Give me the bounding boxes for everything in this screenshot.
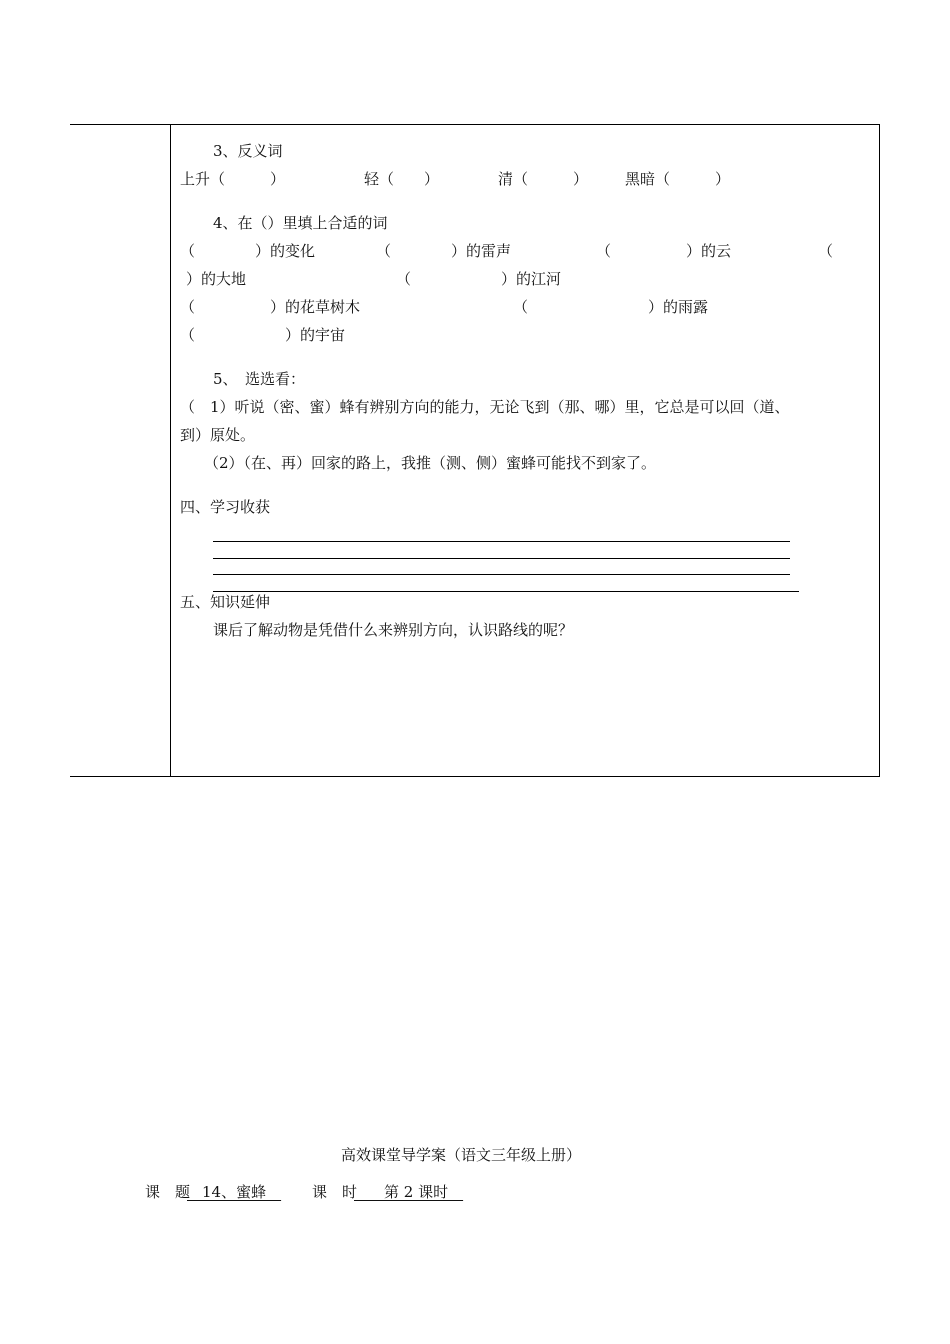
- topic-label: 课 题: [145, 1183, 191, 1201]
- gains-heading: 四、学习收获: [180, 498, 271, 516]
- choice-question-1-cont: 到）原处。: [180, 426, 256, 444]
- period-label: 课 时: [312, 1183, 358, 1201]
- period-value: 第 2 课时: [354, 1183, 464, 1201]
- fill-blank-item: （ ）的宇宙: [180, 326, 346, 344]
- fill-blank-item: （ ）的江河: [396, 270, 562, 288]
- section4-heading: 4、在（）里填上合适的词: [213, 214, 388, 232]
- choice-question-2: （2）（在、再）回家的路上，我推（测、侧）蜜蜂可能找不到家了。: [204, 454, 657, 472]
- extension-body: 课后了解动物是凭借什么来辨别方向，认识路线的呢？: [213, 621, 574, 639]
- topic-value: 14、蜜蜂: [187, 1183, 282, 1201]
- fill-blank-item: （ ）的雨露: [513, 298, 709, 316]
- table-top-border: [70, 124, 880, 125]
- antonym-item: 黑暗（ ）: [625, 170, 731, 188]
- page-title: 高效课堂导学案（语文三年级上册）: [341, 1146, 582, 1164]
- antonym-item: 轻（ ）: [364, 170, 440, 188]
- table-right-border: [879, 124, 880, 777]
- section3-heading: 3、反义词: [213, 142, 283, 160]
- fill-blank-item: （ ）的变化: [180, 242, 316, 260]
- fill-blank-item: （ ）的雷声: [376, 242, 512, 260]
- answer-line: [213, 558, 790, 559]
- answer-line: [213, 574, 790, 575]
- extension-heading: 五、知识延伸: [180, 593, 271, 611]
- choice-question-1: （ 1）听说（密、蜜）蜂有辨别方向的能力，无论飞到（那、哪）里，它总是可以回（道、: [180, 398, 790, 416]
- fill-blank-item: ）的大地: [186, 270, 247, 288]
- fill-blank-item: （ ）的云: [596, 242, 732, 260]
- antonym-item: 清（ ）: [498, 170, 589, 188]
- table-column-divider: [170, 124, 171, 777]
- answer-line: [213, 591, 799, 592]
- worksheet-table: [70, 124, 880, 777]
- answer-line: [213, 541, 790, 542]
- antonym-item: 上升（ ）: [180, 170, 286, 188]
- section5-heading: 5、 选选看：: [213, 370, 306, 388]
- fill-blank-item: （: [818, 242, 834, 260]
- table-bottom-border: [70, 776, 880, 777]
- fill-blank-item: （ ）的花草树木: [180, 298, 361, 316]
